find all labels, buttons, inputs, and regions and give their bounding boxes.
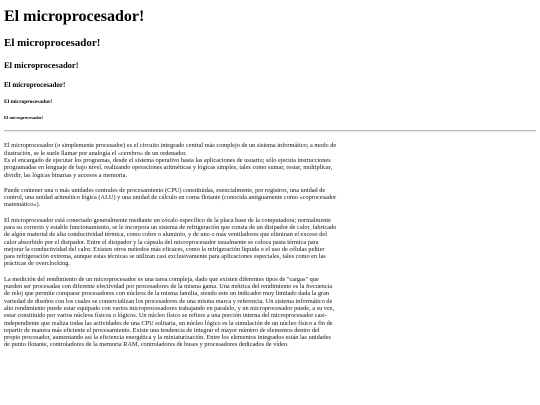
heading-level-5: El microprocesador! — [4, 98, 53, 105]
article-body — [4, 142, 536, 348]
heading-level-6: El microprocesador! — [4, 115, 44, 121]
page-content — [4, 8, 536, 357]
paragraph-line: propio procesador, aumentando así la eficiencia energética y la miniaturización. Entre los elementos integrados están las unidades — [4, 334, 331, 342]
paragraph-line: para refrigeración extrema, aunque estas técnicas se utilizan casi exclusivamente para aplicaciones especiales, tales como en las — [4, 253, 326, 261]
paragraph-line: calor absorbido por el disipador. Entre el disipador y la cápsula del microprocesador usualmente se coloca pasta térmica para — [4, 238, 319, 246]
paragraph-line: ilustración, se le suele llamar por analogía el «cerebro» de un ordenador. — [4, 149, 187, 157]
paragraph-4 — [4, 276, 536, 349]
paragraph-line: alto rendimiento puede estar equipado con varios microprocesadores trabajando en paralelo, y un microprocesador puede, a su vez, — [4, 304, 335, 312]
paragraph-2 — [4, 187, 536, 209]
paragraph-line: prácticas de overclocking. — [4, 260, 70, 268]
paragraph-line: repartir de manera más eficiente el procesamiento. Existe una tendencia de integrar el mayor número de elementos dentro del — [4, 326, 320, 334]
paragraph-line: matemático»). — [4, 201, 41, 209]
heading-level-4: El microprocesador! — [4, 80, 66, 89]
paragraph-line: dividir, las lógicas binarias y accesos a memoria. — [4, 171, 128, 179]
paragraph-line: estar constituido por varios núcleos físicos o lógicos. Un núcleo físico se refiere a una porción interna del microprocesador casi- — [4, 312, 327, 320]
heading-level-3: El microprocesador! — [4, 60, 79, 71]
paragraph-line: variedad de diseños con los cuales se comercializan los procesadores de una misma marca y referencia. Un sistema informático de — [4, 297, 333, 305]
paragraph-line: independiente que realiza todas las actividades de una CPU solitaria, un núcleo lógico es la simulación de un núcleo físico a fin de — [4, 319, 333, 327]
paragraph-1 — [4, 142, 536, 178]
paragraph-line: programadas en lenguaje de bajo nivel, realizando operaciones aritméticas y lógicas simples, tales como sumar, restar, multiplicar, — [4, 164, 333, 172]
paragraph-line: Es el encargado de ejecutar los programas, desde el sistema operativo hasta las aplicaciones de usuario; sólo ejecuta instrucciones — [4, 156, 331, 164]
paragraph-line: La medición del rendimiento de un microprocesador es una tarea compleja, dado que existen diferentes tipos de "cargas" que — [4, 275, 319, 283]
heading-level-1: El microprocesador! — [4, 8, 145, 25]
horizontal-rule — [4, 130, 536, 132]
paragraph-line: El microprocesador (o simplemente procesador) es el circuito integrado central más complejo de un sistema informático; a modo de — [4, 142, 337, 150]
paragraph-line: El microprocesador está conectado generalmente mediante un zócalo específico de la placa base de la computadora; normalmente — [4, 216, 331, 224]
paragraph-line: mejorar la conductividad del calor. Existen otros métodos más eficaces, como la refrigeración líquida o el uso de células peltier — [4, 245, 325, 253]
paragraph-line: de reloj que permite comparar procesadores con núcleos de la misma familia, siendo este un indicador muy limitado dada la gran — [4, 290, 330, 298]
paragraph-line: control, una unidad aritmético lógica (ALU) y una unidad de cálculo en coma flotante (conocida antiguamente como «coprocesador — [4, 194, 337, 202]
heading-level-2: El microprocesador! — [4, 37, 101, 50]
paragraph-line: pueden ser procesadas con diferente efectividad por procesadores de la misma gama. Una métrica del rendimiento es la frecuencia — [4, 283, 333, 291]
paragraph-line: de punto flotante, controladores de la memoria RAM, controladores de buses y procesadores dedicados de vídeo. — [4, 341, 289, 349]
paragraph-line: de algún material de alta conductividad térmica, como cobre o aluminio, y de uno o más ventiladores que eliminan el exceso del — [4, 231, 327, 239]
paragraph-3 — [4, 217, 536, 268]
paragraph-line: para su correcto y estable funcionamiento, se le incorpora un sistema de refrigeración que consta de un disipador de calor, fabricado — [4, 224, 337, 231]
paragraph-line: Puede contener una o más unidades centrales de procesamiento (CPU) constituidas, esencialmente, por registros, una unidad de — [4, 186, 326, 194]
